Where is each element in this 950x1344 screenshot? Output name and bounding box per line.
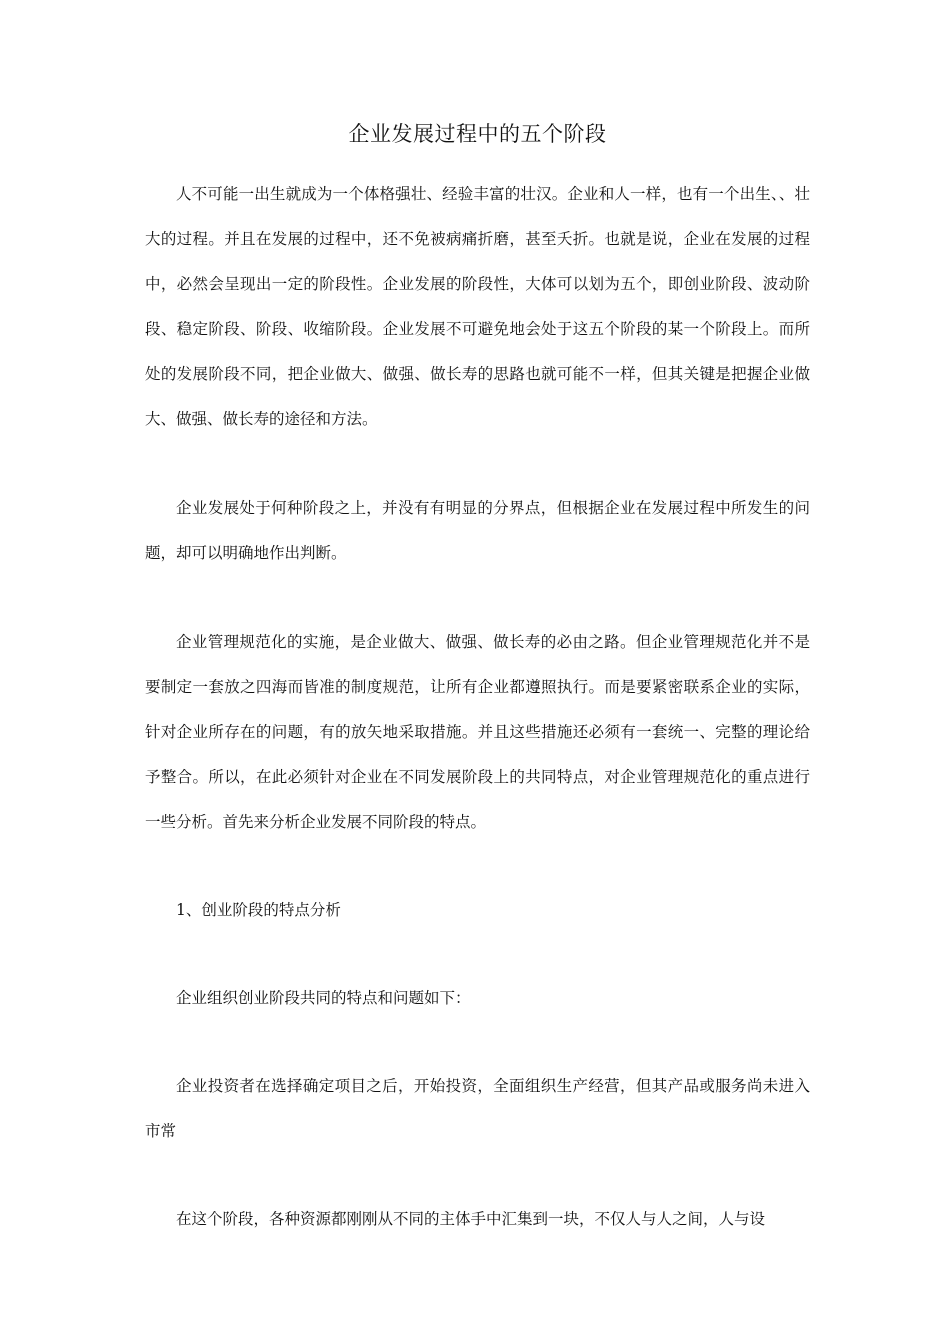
paragraph-gap [145, 1021, 810, 1064]
paragraph-gap [145, 442, 810, 486]
paragraph-resources: 在这个阶段，各种资源都刚刚从不同的主体手中汇集到一块，不仅人与人之间，人与设 [176, 1210, 766, 1228]
paragraph-gap [145, 576, 810, 620]
paragraph-gap [145, 1154, 810, 1197]
paragraph-gap [145, 933, 810, 976]
paragraph-stage-judgement: 企业发展处于何种阶段之上，并没有有明显的分界点，但根据企业在发展过程中所发生的问题，却可以明确地作出判断。 [145, 499, 810, 562]
section-heading-startup: 1、创业阶段的特点分析 [176, 901, 341, 919]
paragraph-startup-features: 企业组织创业阶段共同的特点和问题如下： [176, 989, 471, 1007]
paragraph-intro: 人不可能一出生就成为一个体格强壮、经验丰富的壮汉。企业和人一样，也有一个出生、、壮大的过程。并且在发展的过程中，还不免被病痛折磨，甚至夭折。也就是说，企业在发展的过程中，必然会呈现出一定的阶段性。企业发展的阶段性，大体可以划为五个，即创业阶段、波动阶段、稳定阶段、阶段、收缩阶段。企业发展不可避免地会处于这五个阶段的某一个阶段上。而所处的发展阶段不同，把企业做大、做强、做长寿的思路也就可能不一样，但其关键是把握企业做大、做强、做长寿的途径和方法。 [145, 185, 810, 428]
document-title: 企业发展过程中的五个阶段 [348, 122, 607, 146]
paragraph-gap [145, 845, 810, 888]
document-page [145, 118, 810, 1242]
paragraph-investor: 企业投资者在选择确定项目之后，开始投资，全面组织生产经营，但其产品或服务尚未进入市常 [145, 1077, 810, 1140]
paragraph-standardization: 企业管理规范化的实施，是企业做大、做强、做长寿的必由之路。但企业管理规范化并不是要制定一套放之四海而皆准的制度规范，让所有企业都遵照执行。而是要紧密联系企业的实际，针对企业所存在的问题，有的放矢地采取措施。并且这些措施还必须有一套统一、完整的理论给予整合。所以，在此必须针对企业在不同发展阶段上的共同特点，对企业管理规范化的重点进行一些分析。首先来分析企业发展不同阶段的特点。 [145, 633, 810, 831]
